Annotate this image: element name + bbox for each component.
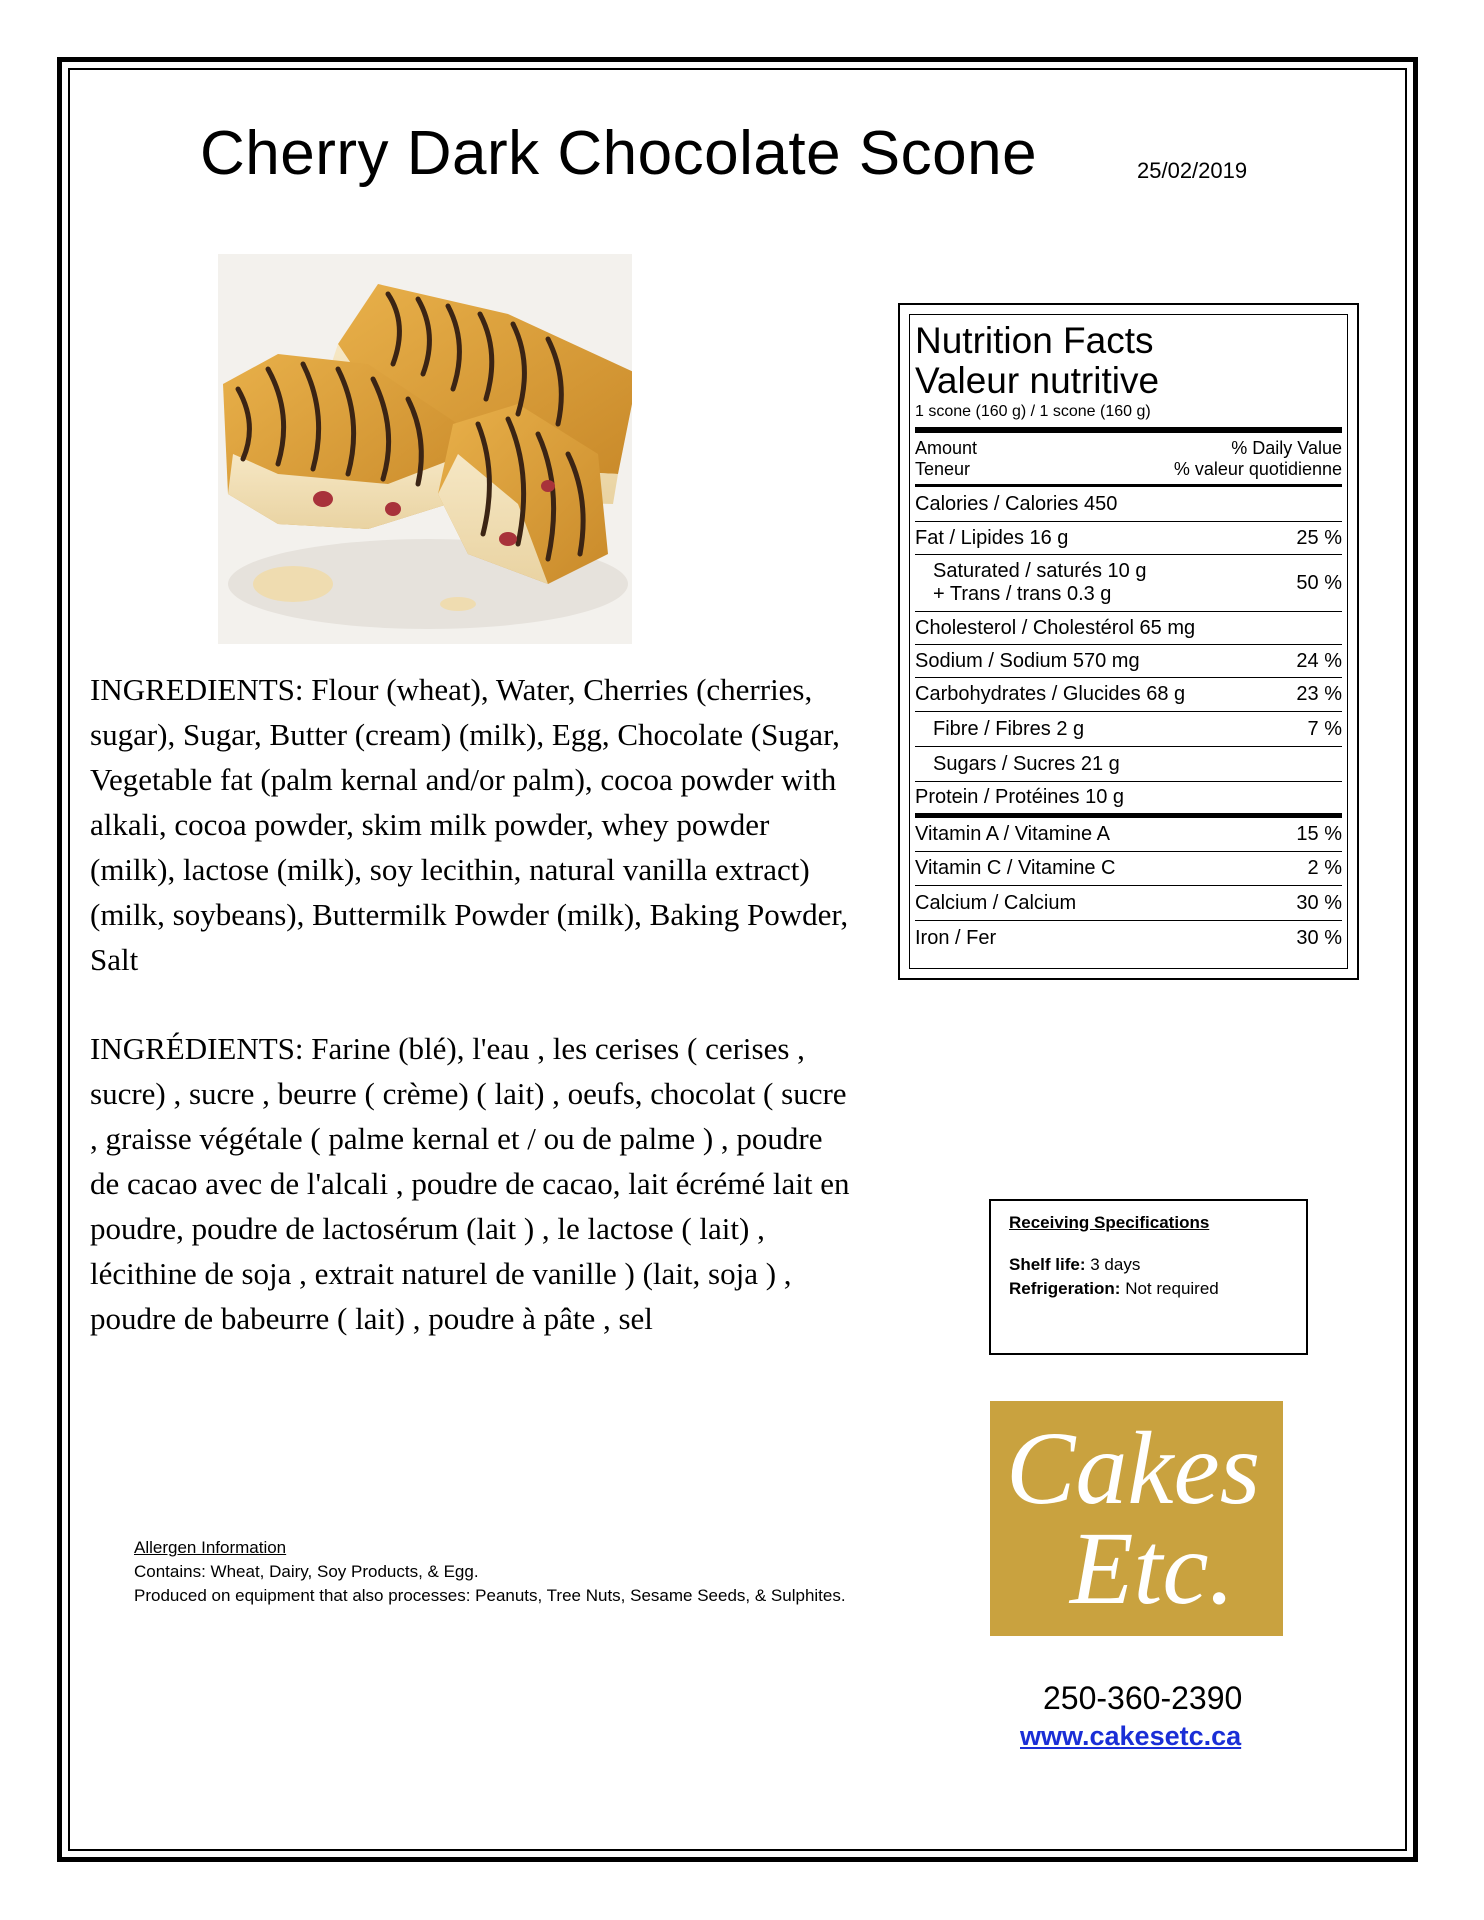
nutrient-row-sugars [915, 747, 1342, 782]
shelf-life [1009, 1253, 1288, 1277]
amount-label-fr: Teneur [915, 459, 971, 479]
refrigeration-value: Not required [1125, 1279, 1219, 1298]
logo-line-1: Cakes [1006, 1411, 1261, 1526]
nutrient-label: Protein / Protéines 10 g [915, 786, 1125, 808]
serving-size: 1 scone (160 g) / 1 scone (160 g) [915, 403, 1342, 433]
nutrient-row-protein [915, 782, 1342, 818]
cakes-etc-logo [990, 1401, 1283, 1636]
nutrient-dv: 24 % [1296, 649, 1342, 672]
nutrient-row-carbohydrates [915, 678, 1342, 712]
scone-photo-icon [218, 254, 632, 644]
nutrient-row-vitamin-a [915, 818, 1342, 852]
nutrient-row-calories [915, 487, 1342, 522]
nutrient-row-fibre [915, 712, 1342, 747]
nutrition-facts-table [898, 303, 1359, 980]
nutrient-row-cholesterol [915, 612, 1342, 645]
nutrition-header [915, 433, 1342, 487]
nutrient-dv: 30 % [1296, 927, 1342, 949]
nutrient-label: Fat / Lipides 16 g [915, 526, 1069, 549]
nutrient-dv: 23 % [1296, 683, 1342, 705]
nutrient-dv: 50 % [1296, 571, 1342, 594]
product-date: 25/02/2019 [1137, 158, 1248, 183]
nutrient-label-trans: + Trans / trans 0.3 g [933, 583, 1112, 605]
dv-label-fr: % valeur quotidienne [1173, 459, 1342, 479]
nutrient-row-sodium [915, 645, 1342, 678]
shelf-life-label: Shelf life: [1009, 1255, 1086, 1274]
dv-label-en: % Daily Value [1231, 438, 1342, 458]
nutrient-row-fat [915, 522, 1342, 555]
allergen-heading: Allergen Information [134, 1538, 287, 1557]
nutrient-dv: 7 % [1307, 717, 1342, 740]
nutrient-label: Vitamin C / Vitamine C [915, 857, 1116, 879]
nutrient-dv: 15 % [1296, 823, 1342, 845]
nutrient-label: Carbohydrates / Glucides 68 g [915, 683, 1186, 705]
nutrient-label: Iron / Fer [915, 927, 997, 949]
nutrition-title-fr: Valeur nutritive [915, 360, 1160, 401]
nutrient-row-calcium [915, 886, 1342, 921]
nutrient-row-iron [915, 921, 1342, 956]
nutrient-label: Saturated / saturés 10 g [933, 560, 1147, 582]
nutrient-label: Cholesterol / Cholestérol 65 mg [915, 616, 1196, 639]
nutrient-dv: 25 % [1296, 526, 1342, 549]
refrigeration-label: Refrigeration: [1009, 1279, 1121, 1298]
allergen-information [134, 1536, 914, 1608]
nutrient-label: Calories / Calories 450 [915, 492, 1118, 515]
receiving-specifications-title: Receiving Specifications [1009, 1213, 1210, 1232]
product-title: Cherry Dark Chocolate Scone [200, 119, 1038, 188]
logo-line-2: Etc. [1070, 1511, 1235, 1626]
shelf-life-value: 3 days [1090, 1255, 1141, 1274]
nutrient-dv: 2 % [1307, 857, 1342, 879]
receiving-specifications-box [989, 1199, 1308, 1355]
nutrient-label: Calcium / Calcium [915, 891, 1077, 914]
website-link[interactable]: www.cakesetc.ca [1020, 1721, 1242, 1751]
ingredients-english: INGREDIENTS: Flour (wheat), Water, Cherries (cherries, sugar), Sugar, Butter (cream) (milk), Egg, Chocolate (Sugar, Vegetable fat (palm kernal and/or palm), cocoa powder with alkali, cocoa powder, skim milk powder, whey powder (milk), lactose (milk), soy lecithin, natural vanilla extract) (milk, soybeans), Buttermilk Powder (milk), Baking Powder, Salt [90, 672, 849, 977]
amount-label-en: Amount [915, 438, 978, 458]
refrigeration [1009, 1277, 1288, 1301]
nutrient-dv: 30 % [1296, 891, 1342, 914]
nutrient-label: Sugars / Sucres 21 g [933, 752, 1120, 775]
nutrition-facts-inner [909, 314, 1348, 969]
phone-number: 250-360-2390 [1043, 1680, 1243, 1716]
nutrient-label: Sodium / Sodium 570 mg [915, 649, 1140, 672]
allergen-produced: Produced on equipment that also processes: Peanuts, Tree Nuts, Sesame Seeds, & Sulphites. [134, 1586, 846, 1605]
nutrient-label: Vitamin A / Vitamine A [915, 823, 1110, 845]
nutrient-row-vitamin-c [915, 852, 1342, 886]
nutrient-row-saturated [915, 555, 1342, 612]
allergen-contains: Contains: Wheat, Dairy, Soy Products, & Egg. [134, 1562, 479, 1581]
nutrient-label: Fibre / Fibres 2 g [933, 717, 1085, 740]
nutrition-title-en: Nutrition Facts [915, 320, 1154, 361]
ingredients-french: INGRÉDIENTS: Farine (blé), l'eau , les cerises ( cerises , sucre) , sucre , beurre ( crème) ( lait) , oeufs, chocolat ( sucre , graisse végétale ( palme kernal et / ou de palme ) , poudre de cacao avec de l'alcali , poudre de cacao, lait écrémé lait en poudre, poudre de lactosérum (lait ) , le lactose ( lait) , lécithine de soja , extrait naturel de vanille ) (lait, soja ) , poudre de babeurre ( lait) , poudre à pâte , sel [90, 1031, 850, 1336]
